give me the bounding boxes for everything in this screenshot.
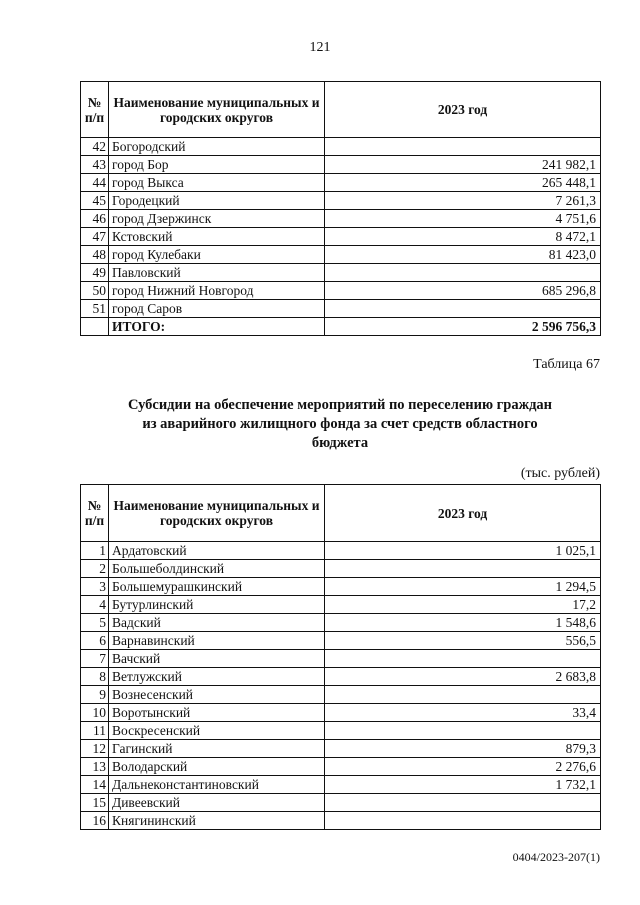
- row-amount: 33,4: [325, 704, 601, 722]
- row-municipality: город Выкса: [109, 174, 325, 192]
- row-municipality: Гагинский: [109, 740, 325, 758]
- row-municipality: Вачский: [109, 650, 325, 668]
- row-municipality: Павловский: [109, 264, 325, 282]
- table-row: [81, 542, 601, 560]
- table-row: [81, 282, 601, 300]
- header-year: 2023 год: [325, 82, 601, 138]
- row-municipality: Дальнеконстантиновский: [109, 776, 325, 794]
- table-row: [81, 758, 601, 776]
- row-municipality: Богородский: [109, 138, 325, 156]
- row-amount: [325, 300, 601, 318]
- row-amount: 1 025,1: [325, 542, 601, 560]
- row-number: 4: [81, 596, 109, 614]
- table-row: [81, 704, 601, 722]
- row-number: 42: [81, 138, 109, 156]
- row-amount: 81 423,0: [325, 246, 601, 264]
- row-number: 3: [81, 578, 109, 596]
- row-number: 12: [81, 740, 109, 758]
- row-municipality: Вознесенский: [109, 686, 325, 704]
- table-row: [81, 722, 601, 740]
- table-row: [81, 650, 601, 668]
- table-header-row: [81, 82, 601, 138]
- row-number: 46: [81, 210, 109, 228]
- table-row: [81, 668, 601, 686]
- table-row: [81, 210, 601, 228]
- row-amount: 556,5: [325, 632, 601, 650]
- subsidy-table-continued: [80, 81, 601, 336]
- table-row: [81, 596, 601, 614]
- row-number: 14: [81, 776, 109, 794]
- table-row: [81, 614, 601, 632]
- row-amount: 8 472,1: [325, 228, 601, 246]
- row-amount: [325, 560, 601, 578]
- header-year: 2023 год: [325, 485, 601, 542]
- table-row: [81, 246, 601, 264]
- row-number: 43: [81, 156, 109, 174]
- row-number: 51: [81, 300, 109, 318]
- row-municipality: Ардатовский: [109, 542, 325, 560]
- table-row: [81, 300, 601, 318]
- row-municipality: Воскресенский: [109, 722, 325, 740]
- row-municipality: Большемурашкинский: [109, 578, 325, 596]
- row-municipality: Большеболдинский: [109, 560, 325, 578]
- table-row: [81, 174, 601, 192]
- row-amount: [325, 650, 601, 668]
- row-amount: [325, 686, 601, 704]
- row-amount: 1 294,5: [325, 578, 601, 596]
- row-municipality: город Бор: [109, 156, 325, 174]
- row-amount: 17,2: [325, 596, 601, 614]
- row-amount: [325, 794, 601, 812]
- header-municipality: Наименование муниципальных и городских округов: [109, 485, 325, 542]
- row-amount: 241 982,1: [325, 156, 601, 174]
- table-row: [81, 578, 601, 596]
- row-amount: 2 683,8: [325, 668, 601, 686]
- page-number: 121: [309, 40, 331, 55]
- row-municipality: Княгининский: [109, 812, 325, 830]
- row-amount: 265 448,1: [325, 174, 601, 192]
- total-label: ИТОГО:: [109, 318, 325, 336]
- table-row: [81, 156, 601, 174]
- row-number: 10: [81, 704, 109, 722]
- table-row: [81, 632, 601, 650]
- row-number: 45: [81, 192, 109, 210]
- row-number: 13: [81, 758, 109, 776]
- header-number: № п/п: [81, 82, 109, 138]
- row-number: 6: [81, 632, 109, 650]
- header-municipality: Наименование муниципальных и городских округов: [109, 82, 325, 138]
- table-row: [81, 192, 601, 210]
- row-amount: 1 732,1: [325, 776, 601, 794]
- row-municipality: Варнавинский: [109, 632, 325, 650]
- total-amount: 2 596 756,3: [325, 318, 601, 336]
- table-row: [81, 686, 601, 704]
- row-number: 49: [81, 264, 109, 282]
- row-amount: 2 276,6: [325, 758, 601, 776]
- total-number-cell: [81, 318, 109, 336]
- row-municipality: Ветлужский: [109, 668, 325, 686]
- row-municipality: Володарский: [109, 758, 325, 776]
- row-municipality: город Дзержинск: [109, 210, 325, 228]
- row-number: 11: [81, 722, 109, 740]
- row-number: 8: [81, 668, 109, 686]
- row-number: 7: [81, 650, 109, 668]
- relocation-subsidy-table: [80, 484, 601, 830]
- table-header-row: [81, 485, 601, 542]
- row-number: 16: [81, 812, 109, 830]
- row-municipality: город Саров: [109, 300, 325, 318]
- row-number: 44: [81, 174, 109, 192]
- units-label: (тыс. рублей): [520, 466, 600, 481]
- row-number: 50: [81, 282, 109, 300]
- row-municipality: город Нижний Новгород: [109, 282, 325, 300]
- total-row: [81, 318, 601, 336]
- row-amount: [325, 812, 601, 830]
- table-row: [81, 740, 601, 758]
- header-number: № п/п: [81, 485, 109, 542]
- row-municipality: Дивеевский: [109, 794, 325, 812]
- row-amount: 4 751,6: [325, 210, 601, 228]
- document-code: 0404/2023-207(1): [512, 850, 600, 864]
- table-row: [81, 138, 601, 156]
- table-row: [81, 264, 601, 282]
- row-number: 5: [81, 614, 109, 632]
- row-municipality: Кстовский: [109, 228, 325, 246]
- row-number: 48: [81, 246, 109, 264]
- row-number: 1: [81, 542, 109, 560]
- row-number: 9: [81, 686, 109, 704]
- row-amount: 685 296,8: [325, 282, 601, 300]
- row-number: 15: [81, 794, 109, 812]
- row-municipality: Городецкий: [109, 192, 325, 210]
- table-body: [81, 542, 601, 830]
- row-amount: 1 548,6: [325, 614, 601, 632]
- row-amount: [325, 138, 601, 156]
- table-label: Таблица 67: [533, 357, 600, 372]
- row-amount: 879,3: [325, 740, 601, 758]
- table-row: [81, 560, 601, 578]
- row-amount: 7 261,3: [325, 192, 601, 210]
- table-row: [81, 228, 601, 246]
- table-body: [81, 138, 601, 336]
- table-row: [81, 776, 601, 794]
- row-municipality: Воротынский: [109, 704, 325, 722]
- row-municipality: город Кулебаки: [109, 246, 325, 264]
- row-municipality: Бутурлинский: [109, 596, 325, 614]
- row-amount: [325, 264, 601, 282]
- row-number: 47: [81, 228, 109, 246]
- row-number: 2: [81, 560, 109, 578]
- table-row: [81, 794, 601, 812]
- section-title: Субсидии на обеспечение мероприятий по переселению граждан из аварийного жилищного фонда за счет средств областного бюджета: [127, 397, 553, 451]
- row-municipality: Вадский: [109, 614, 325, 632]
- row-amount: [325, 722, 601, 740]
- table-row: [81, 812, 601, 830]
